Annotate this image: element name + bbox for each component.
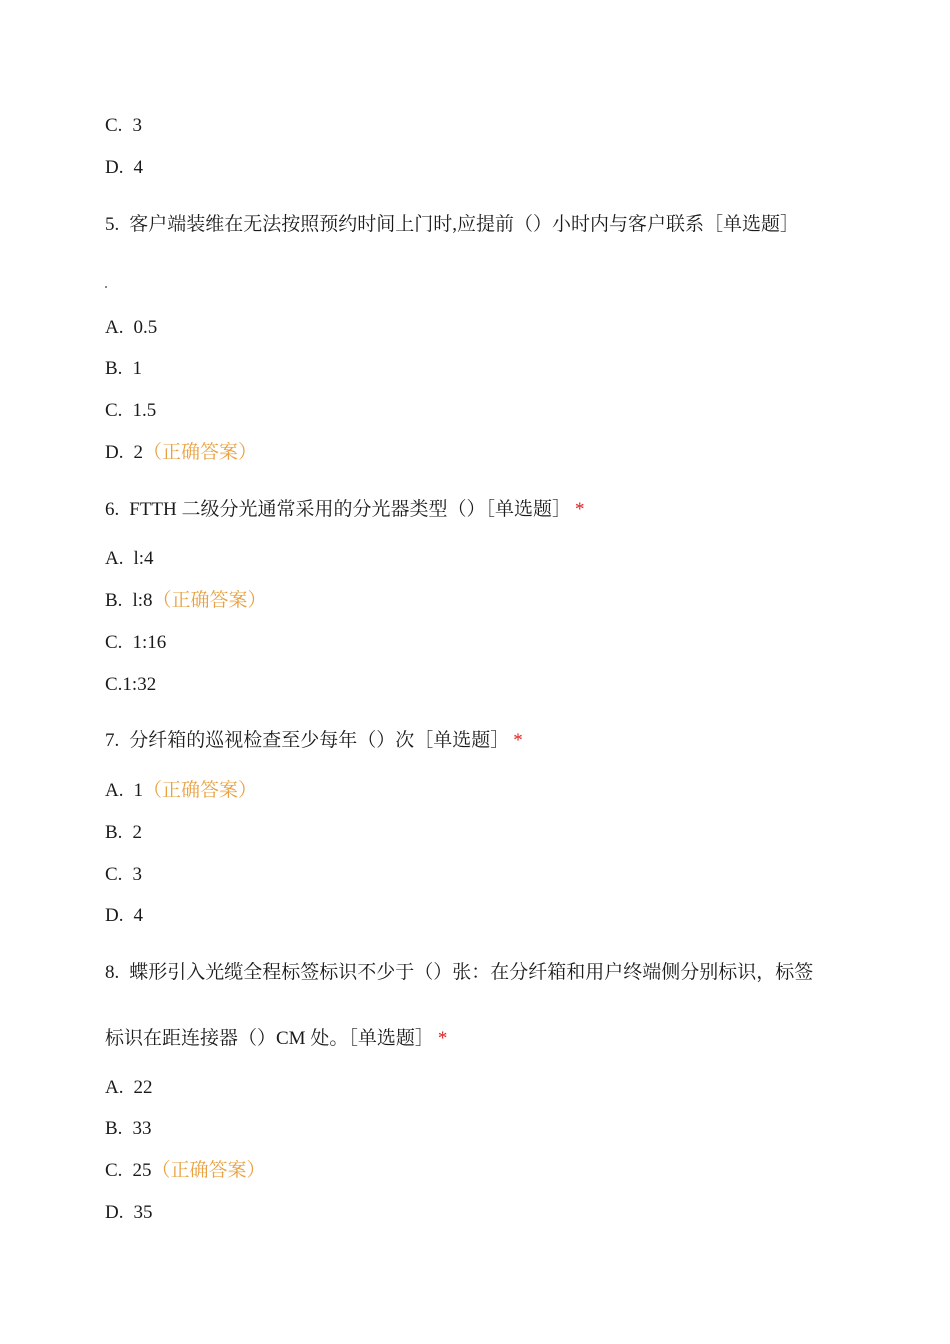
correct-answer-label: （正确答案） xyxy=(152,590,267,611)
option-q7-a[interactable]: A. 1（正确答案） xyxy=(105,780,257,801)
option-q6-c[interactable]: C. 1:16 xyxy=(105,632,167,653)
correct-answer-label: （正确答案） xyxy=(142,780,257,801)
option-q8-b[interactable]: B. 33 xyxy=(105,1118,152,1139)
option-q6-a[interactable]: A. l:4 xyxy=(105,548,154,569)
option-q4-c[interactable]: C. 3 xyxy=(105,115,142,136)
question-6-title: 6. FTTH 二级分光通常采用的分光器类型（）［单选题］ * xyxy=(105,499,585,520)
question-5-title: 5. 客户端装维在无法按照预约时间上门时,应提前（）小时内与客户联系［单选题］ xyxy=(105,214,800,235)
option-q7-c[interactable]: C. 3 xyxy=(105,864,142,885)
option-q6-b[interactable]: B. l:8（正确答案） xyxy=(105,590,267,611)
option-q4-d[interactable]: D. 4 xyxy=(105,157,143,178)
option-q5-c[interactable]: C. 1.5 xyxy=(105,400,157,421)
option-q5-d[interactable]: D. 2（正确答案） xyxy=(105,442,257,463)
question-8-title: 8. 蝶形引入光缆全程标签标识不少于（）张：在分纤箱和用户终端侧分别标识，标签 xyxy=(105,962,814,983)
option-q5-a[interactable]: A. 0.5 xyxy=(105,317,158,338)
required-asterisk: * xyxy=(575,499,585,520)
required-asterisk: * xyxy=(437,1028,448,1049)
option-q5-b[interactable]: B. 1 xyxy=(105,358,142,379)
required-asterisk: * xyxy=(513,730,523,751)
option-q7-d[interactable]: D. 4 xyxy=(105,905,143,926)
option-q7-b[interactable]: B. 2 xyxy=(105,822,142,843)
question-7-title: 7. 分纤箱的巡视检查至少每年（）次［单选题］ * xyxy=(105,730,523,751)
option-q8-a[interactable]: A. 22 xyxy=(105,1077,153,1098)
stray-dot xyxy=(105,286,107,288)
option-q6-d[interactable]: C.1:32 xyxy=(105,674,157,695)
correct-answer-label: （正确答案） xyxy=(151,1160,266,1181)
correct-answer-label: （正确答案） xyxy=(142,442,257,463)
option-q8-d[interactable]: D. 35 xyxy=(105,1202,153,1223)
option-q8-c[interactable]: C. 25（正确答案） xyxy=(105,1160,266,1181)
question-8-title-line2: 标识在距连接器（）CM 处。［单选题］ * xyxy=(105,1028,448,1049)
